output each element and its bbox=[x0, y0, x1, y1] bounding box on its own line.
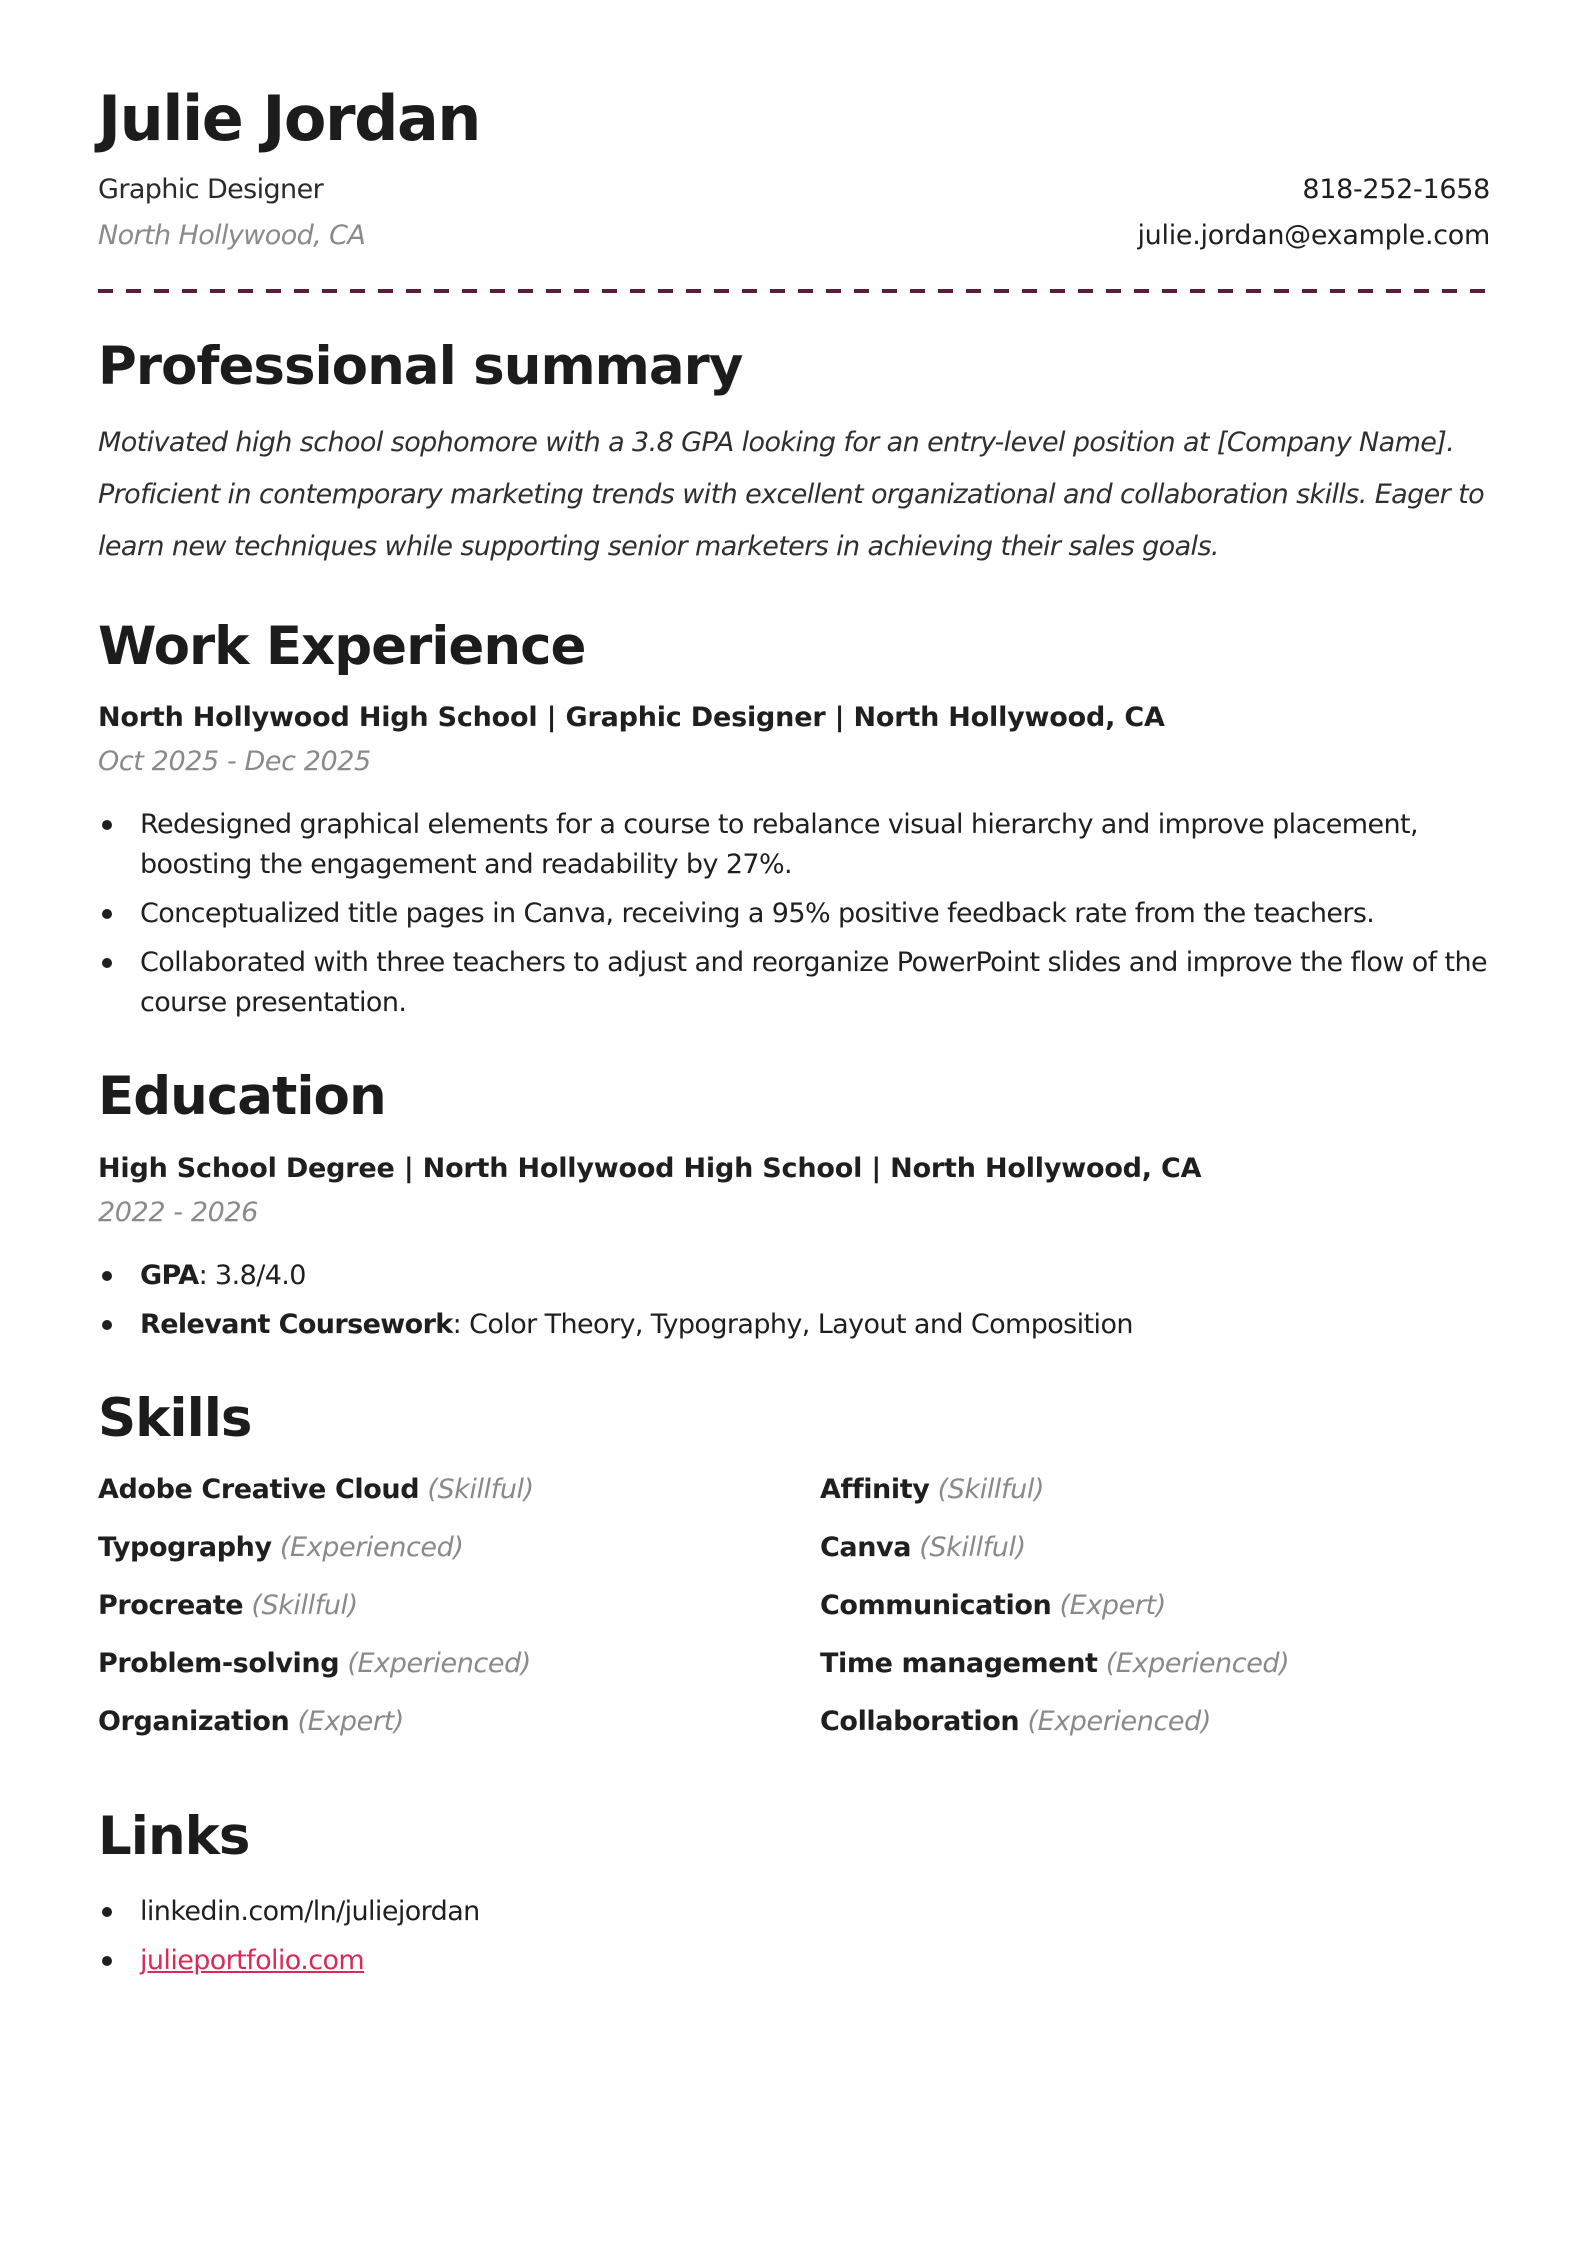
degree-line: High School Degree | North Hollywood High School | North Hollywood, CA bbox=[98, 1152, 1202, 1184]
person-location: North Hollywood, CA bbox=[98, 220, 366, 251]
skill-name: Affinity bbox=[820, 1473, 930, 1505]
skill-name: Problem-solving bbox=[98, 1647, 340, 1679]
skill-item bbox=[98, 1589, 820, 1623]
links-heading: Links bbox=[98, 1805, 250, 1867]
link-item-linkedin bbox=[98, 1892, 1490, 1932]
skill-level: (Expert) bbox=[297, 1705, 404, 1737]
skill-item bbox=[98, 1705, 820, 1739]
education-bullet-label: GPA bbox=[140, 1259, 199, 1291]
skill-item bbox=[820, 1589, 1490, 1623]
job-bullet-list bbox=[98, 805, 1490, 1023]
section-links bbox=[98, 1805, 1490, 1982]
skill-name: Collaboration bbox=[820, 1705, 1020, 1737]
skill-name: Typography bbox=[98, 1531, 272, 1563]
skill-name: Procreate bbox=[98, 1589, 244, 1621]
skill-level: (Skillful) bbox=[919, 1531, 1026, 1563]
skills-column-left bbox=[98, 1473, 820, 1763]
skill-item bbox=[820, 1473, 1490, 1507]
links-list bbox=[98, 1892, 1490, 1981]
section-professional-summary bbox=[98, 336, 1490, 573]
skill-item bbox=[98, 1473, 820, 1507]
resume-header bbox=[98, 82, 1490, 251]
skill-name: Communication bbox=[820, 1589, 1052, 1621]
job-title-line: North Hollywood High School | Graphic Designer | North Hollywood, CA bbox=[98, 702, 1165, 734]
job-dates: Oct 2025 - Dec 2025 bbox=[98, 746, 371, 778]
summary-heading: Professional summary bbox=[98, 336, 743, 397]
skill-level: (Experienced) bbox=[279, 1531, 464, 1563]
skills-column-right bbox=[820, 1473, 1490, 1763]
identity-block bbox=[98, 82, 480, 251]
education-bullet-text: : 3.8/4.0 bbox=[198, 1259, 306, 1291]
link-item-portfolio bbox=[98, 1941, 1490, 1981]
skill-level: (Skillful) bbox=[251, 1589, 358, 1621]
skill-item bbox=[98, 1647, 820, 1681]
job-bullet: Collaborated with three teachers to adjust and reorganize PowerPoint slides and improve the flow of the course presentation. bbox=[98, 943, 1490, 1023]
summary-text: Motivated high school sophomore with a 3.8 GPA looking for an entry-level position at [Company Name]. Proficient in contemporary marketing trends with excellent organizational and collaboration skills. Eager to learn new techniques while supporting senior marketers in achieving their sales goals. bbox=[98, 426, 1485, 562]
person-role: Graphic Designer bbox=[98, 174, 324, 205]
dashed-divider bbox=[98, 289, 1490, 293]
skill-item bbox=[98, 1531, 820, 1565]
phone-number: 818-252-1658 bbox=[1302, 174, 1490, 205]
job-bullet: Conceptualized title pages in Canva, receiving a 95% positive feedback rate from the teachers. bbox=[98, 894, 1490, 934]
skill-item bbox=[820, 1647, 1490, 1681]
skill-name: Time management bbox=[820, 1647, 1098, 1679]
job-bullet: Redesigned graphical elements for a course to rebalance visual hierarchy and improve placement, boosting the engagement and readability by 27%. bbox=[98, 805, 1490, 885]
education-dates: 2022 - 2026 bbox=[98, 1196, 258, 1228]
skill-level: (Experienced) bbox=[1105, 1647, 1290, 1679]
portfolio-link[interactable]: julieportfolio.com bbox=[140, 1945, 365, 1977]
education-bullet-list bbox=[98, 1256, 1490, 1345]
skill-level: (Experienced) bbox=[347, 1647, 531, 1679]
skill-name: Adobe Creative Cloud bbox=[98, 1473, 420, 1505]
skill-item bbox=[820, 1531, 1490, 1565]
linkedin-url-text: linkedin.com/ln/juliejordan bbox=[140, 1896, 480, 1928]
email-address: julie.jordan@example.com bbox=[1137, 220, 1490, 251]
skill-level: (Expert) bbox=[1059, 1589, 1166, 1621]
section-work-experience bbox=[98, 615, 1490, 1024]
education-bullet bbox=[98, 1305, 1490, 1345]
skill-name: Canva bbox=[820, 1531, 912, 1563]
skills-grid bbox=[98, 1473, 1490, 1763]
section-skills bbox=[98, 1387, 1490, 1763]
work-heading: Work Experience bbox=[98, 615, 586, 677]
education-bullet-text: : Color Theory, Typography, Layout and Composition bbox=[452, 1308, 1133, 1340]
person-name: Julie Jordan bbox=[98, 82, 480, 155]
skill-item bbox=[820, 1705, 1490, 1739]
skills-heading: Skills bbox=[98, 1387, 252, 1449]
section-education bbox=[98, 1066, 1490, 1345]
education-bullet bbox=[98, 1256, 1490, 1296]
skill-level: (Skillful) bbox=[937, 1473, 1045, 1505]
education-heading: Education bbox=[98, 1066, 386, 1128]
contact-block bbox=[1137, 174, 1490, 251]
skill-level: (Skillful) bbox=[427, 1473, 534, 1505]
skill-name: Organization bbox=[98, 1705, 290, 1737]
skill-level: (Experienced) bbox=[1027, 1705, 1212, 1737]
education-bullet-label: Relevant Coursework bbox=[140, 1308, 453, 1340]
